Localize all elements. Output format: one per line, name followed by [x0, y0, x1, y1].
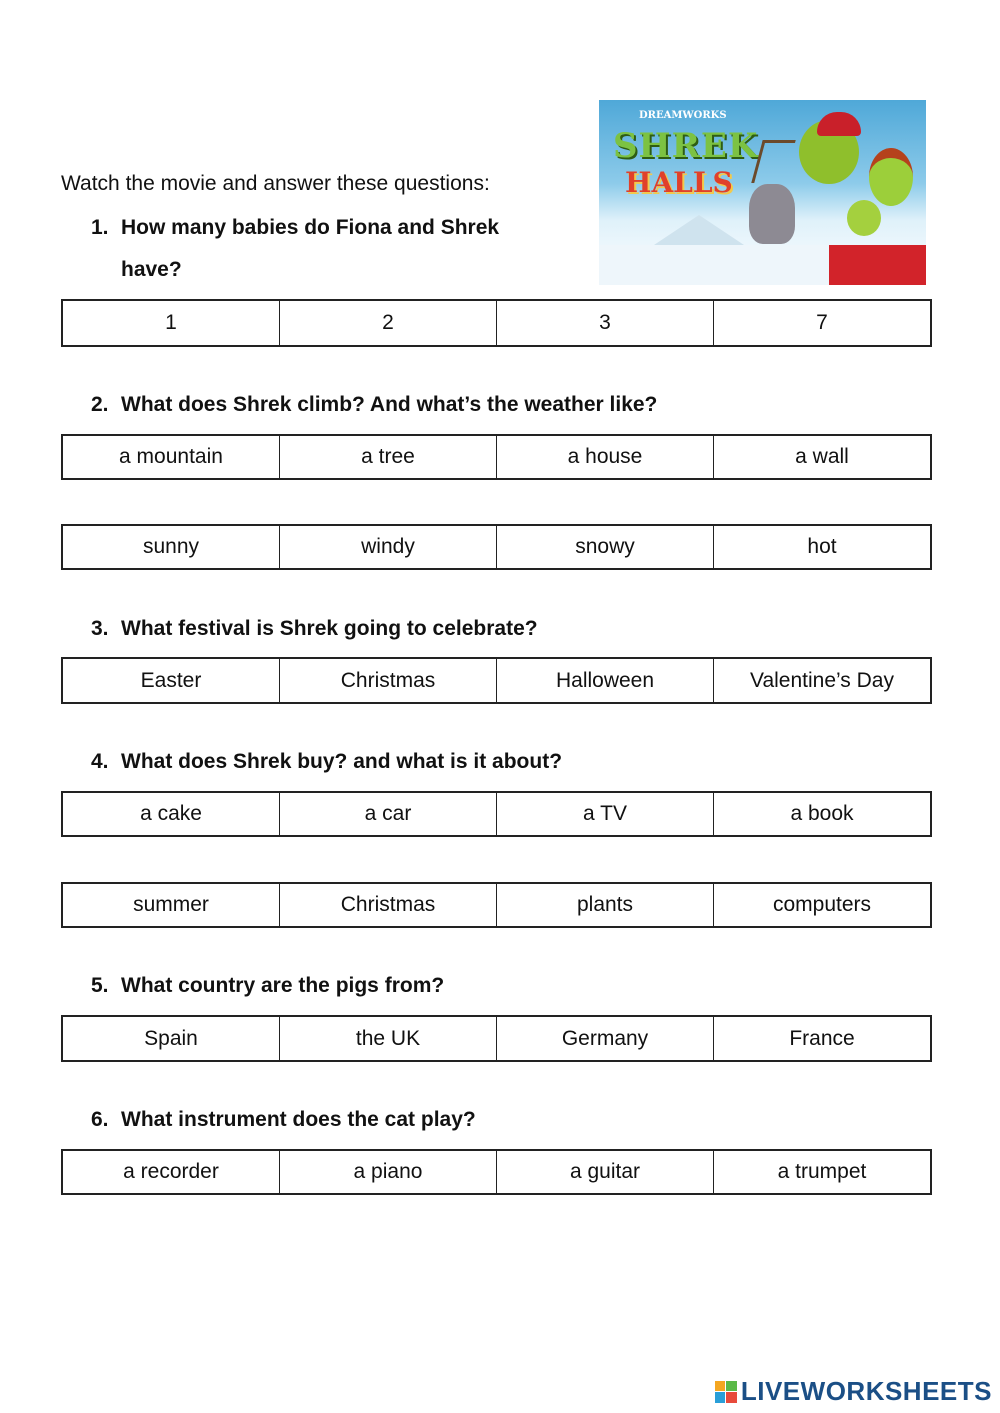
question-2	[91, 384, 881, 426]
answer-option[interactable]: Halloween	[497, 659, 714, 702]
question-text: What does Shrek buy? and what is it about?	[121, 750, 563, 773]
answer-option[interactable]: hot	[807, 535, 837, 558]
question-text: How many babies do Fiona and Shrek have?	[121, 216, 500, 281]
question-number: 5.	[91, 974, 109, 997]
logo-square	[726, 1392, 737, 1403]
question-number: 2.	[91, 393, 109, 416]
answer-option[interactable]: a recorder	[63, 1151, 280, 1193]
question-number: 4.	[91, 750, 109, 773]
answer-option[interactable]: a TV	[497, 793, 714, 835]
answer-option[interactable]: 2	[280, 301, 497, 345]
question-4	[91, 741, 881, 783]
answer-option[interactable]: France	[789, 1026, 855, 1050]
answer-option[interactable]: the UK	[280, 1017, 497, 1060]
answer-option[interactable]: a wall	[795, 445, 849, 468]
question-text: What festival is Shrek going to celebrate?	[121, 617, 538, 640]
poster-gift-box	[829, 245, 926, 285]
intro-text: Watch the movie and answer these questions:	[61, 172, 490, 195]
answer-option[interactable]: a mountain	[63, 436, 280, 478]
logo-square	[726, 1381, 737, 1392]
answer-option[interactable]: summer	[63, 884, 280, 926]
logo-square	[715, 1381, 726, 1392]
answer-option[interactable]: a guitar	[497, 1151, 714, 1193]
answer-option[interactable]: Christmas	[280, 659, 497, 702]
question-number: 3.	[91, 617, 109, 640]
answer-row-q6	[61, 1149, 932, 1195]
question-6	[91, 1099, 881, 1141]
answer-row-q2a	[61, 434, 932, 480]
poster-studio-logo: DREAMWORKS	[639, 110, 727, 121]
answer-option[interactable]: a car	[280, 793, 497, 835]
poster-fiona	[869, 148, 913, 206]
poster-santa-hat	[817, 112, 861, 136]
question-text: What does Shrek climb? And what’s the weather like?	[121, 393, 658, 416]
answer-option[interactable]: Valentine’s Day	[750, 668, 894, 692]
question-text: What instrument does the cat play?	[121, 1108, 476, 1131]
answer-option[interactable]: a piano	[280, 1151, 497, 1193]
answer-row-q5	[61, 1015, 932, 1062]
answer-row-q4b	[61, 882, 932, 928]
logo-square	[715, 1392, 726, 1403]
question-number: 1.	[91, 216, 109, 239]
answer-option[interactable]: a book	[790, 802, 854, 825]
answer-option[interactable]: a cake	[63, 793, 280, 835]
answer-row-q2b	[61, 524, 932, 570]
question-1	[91, 207, 561, 291]
answer-option[interactable]: plants	[497, 884, 714, 926]
answer-option[interactable]: a tree	[280, 436, 497, 478]
question-5	[91, 965, 881, 1007]
poster-subtitle: HALLS	[625, 166, 733, 199]
answer-option[interactable]: computers	[772, 893, 872, 916]
answer-option[interactable]: a house	[497, 436, 714, 478]
liveworksheets-logo-icon	[715, 1381, 737, 1403]
poster-donkey	[749, 184, 795, 244]
answer-option[interactable]: sunny	[63, 526, 280, 568]
answer-option[interactable]: 1	[63, 301, 280, 345]
answer-row-q3	[61, 657, 932, 704]
answer-option[interactable]: 3	[497, 301, 714, 345]
poster-baby-ogre	[847, 200, 881, 236]
answer-option[interactable]: 7	[816, 311, 828, 334]
answer-option[interactable]: windy	[280, 526, 497, 568]
question-number: 6.	[91, 1108, 109, 1131]
poster-title: SHREK	[613, 126, 759, 166]
answer-option[interactable]: Easter	[63, 659, 280, 702]
question-text: What country are the pigs from?	[121, 974, 445, 997]
answer-row-q4a	[61, 791, 932, 837]
brand-text: LIVEWORKSHEETS	[740, 1376, 992, 1406]
answer-option[interactable]: Christmas	[280, 884, 497, 926]
answer-option[interactable]: Spain	[63, 1017, 280, 1060]
answer-row-q1	[61, 299, 932, 347]
movie-poster	[599, 100, 926, 285]
answer-option[interactable]: a trumpet	[777, 1160, 867, 1183]
question-3	[91, 608, 881, 650]
answer-option[interactable]: snowy	[497, 526, 714, 568]
answer-option[interactable]: Germany	[497, 1017, 714, 1060]
liveworksheets-brand[interactable]	[715, 1376, 992, 1407]
